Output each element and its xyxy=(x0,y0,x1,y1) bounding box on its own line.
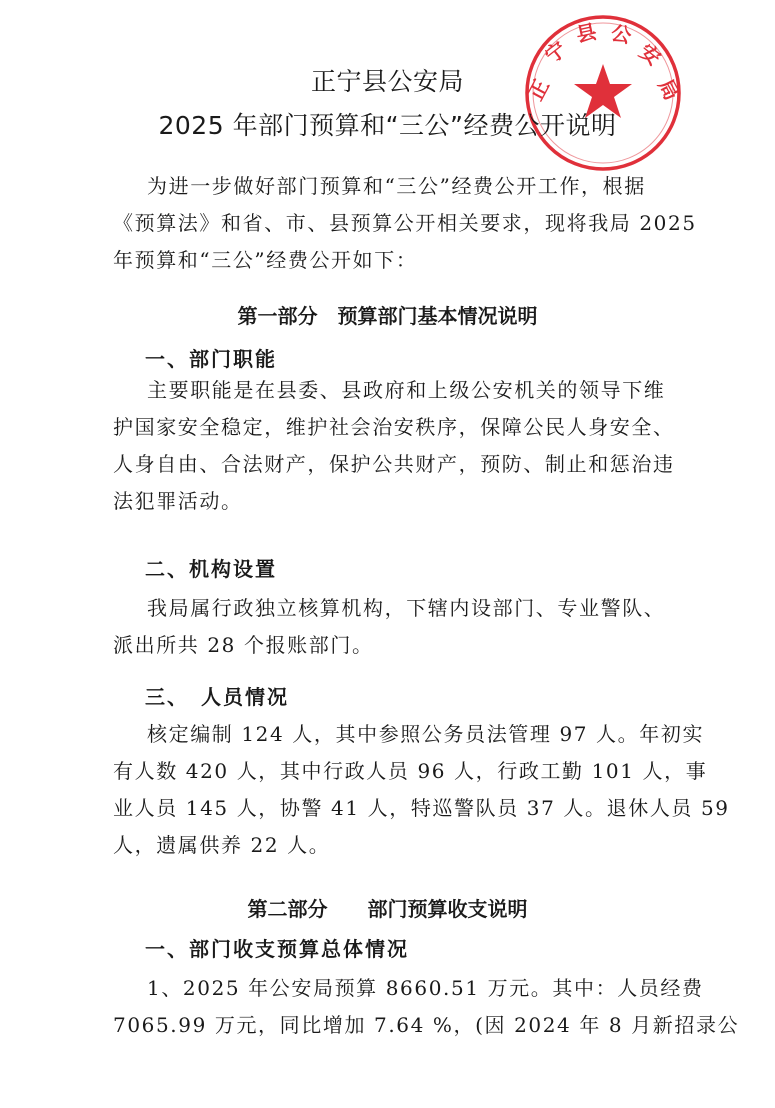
budget-line: 7065.99 万元，同比增加 7.64 %，(因 2024 年 8 月新招录公 xyxy=(113,1013,740,1037)
functions-line: 法犯罪活动。 xyxy=(113,489,243,513)
functions-line: 护国家安全稳定，维护社会治安秩序，保障公民人身安全、 xyxy=(113,415,675,439)
budget-overview-paragraph xyxy=(113,970,740,1044)
organization-line: 派出所共 28 个报账部门。 xyxy=(113,633,374,657)
svg-text:县: 县 xyxy=(574,19,599,47)
organization-paragraph xyxy=(113,590,665,664)
svg-text:正: 正 xyxy=(523,75,554,105)
part2-heading: 第二部分 部门预算收支说明 xyxy=(247,897,528,921)
personnel-line: 有人数 420 人，其中行政人员 96 人，行政工勤 101 人，事 xyxy=(113,759,708,783)
part1-heading: 第一部分 预算部门基本情况说明 xyxy=(237,304,538,328)
personnel-line: 核定编制 124 人，其中参照公务员法管理 97 人。年初实 xyxy=(147,722,705,746)
intro-paragraph xyxy=(113,168,697,279)
section-heading-functions: 一、部门职能 xyxy=(145,347,277,371)
document-title: 2025 年部门预算和“三公”经费公开说明 xyxy=(158,111,617,140)
svg-text:局: 局 xyxy=(653,75,684,105)
svg-text:公: 公 xyxy=(608,20,634,49)
functions-line: 人身自由、合法财产，保护公共财产，预防、制止和惩治违 xyxy=(113,452,675,476)
intro-line: 《预算法》和省、市、县预算公开相关要求，现将我局 2025 xyxy=(113,211,697,235)
budget-line: 1、2025 年公安局预算 8660.51 万元。其中：人员经费 xyxy=(147,976,704,1000)
organization-line: 我局属行政独立核算机构，下辖内设部门、专业警队、 xyxy=(147,596,666,620)
personnel-line: 业人员 145 人，协警 41 人，特巡警队员 37 人。退休人员 59 xyxy=(113,796,730,820)
functions-line: 主要职能是在县委、县政府和上级公安机关的领导下维 xyxy=(147,378,666,402)
personnel-line: 人，遗属供养 22 人。 xyxy=(113,833,331,857)
functions-paragraph xyxy=(113,372,675,520)
personnel-paragraph xyxy=(113,716,730,864)
svg-text:宁: 宁 xyxy=(540,36,571,68)
intro-line: 年预算和“三公”经费公开如下： xyxy=(113,248,418,272)
section-heading-personnel: 三、 人员情况 xyxy=(145,685,289,709)
svg-text:安: 安 xyxy=(634,39,666,71)
section-heading-budget-overview: 一、部门收支预算总体情况 xyxy=(145,937,409,961)
section-heading-organization: 二、机构设置 xyxy=(145,557,277,581)
organization-title: 正宁县公安局 xyxy=(310,67,464,96)
intro-line: 为进一步做好部门预算和“三公”经费公开工作，根据 xyxy=(147,174,646,198)
